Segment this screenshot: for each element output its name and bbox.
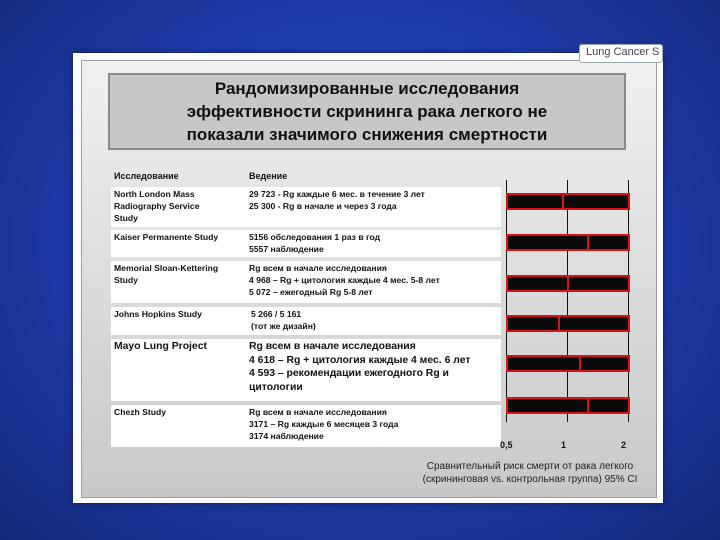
study-intro-line: 4 968 – Rg + цитология каждые 4 мес. 5-8 лет <box>249 275 440 286</box>
ci-bar <box>506 397 630 414</box>
study-name <box>114 262 244 286</box>
study-intro-line: 5 266 / 5 161 <box>251 309 302 319</box>
column-header-intro: Ведение <box>249 171 288 181</box>
study-intro <box>249 231 501 255</box>
point-estimate <box>579 357 581 370</box>
study-intro-line: 3174 наблюдение <box>249 431 324 442</box>
reference-line <box>506 180 507 422</box>
study-intro-line: Rg всем в начале исследования <box>249 341 416 352</box>
study-name-line: Memorial Sloan-Kettering <box>114 263 219 273</box>
study-name <box>114 308 244 320</box>
study-intro-line: 4 593 – рекомендации ежегодного Rg и <box>249 368 449 380</box>
point-estimate <box>562 195 564 208</box>
study-name <box>114 406 244 418</box>
reference-line <box>628 180 629 422</box>
study-intro-line: Rg всем в начале исследования <box>249 407 387 417</box>
corner-tag: Lung Cancer S <box>579 44 663 63</box>
title-line: показали значимого снижения смертности <box>186 125 548 144</box>
study-row <box>111 187 501 227</box>
plot-caption <box>404 460 656 486</box>
axis-tick-label: 0,5 <box>500 440 513 450</box>
ci-bar <box>506 234 630 251</box>
study-intro-line: цитологии <box>249 381 303 393</box>
reference-line <box>567 180 568 422</box>
axis-tick-label: 1 <box>561 440 567 450</box>
slide-title <box>108 73 626 150</box>
study-row <box>111 307 501 335</box>
study-name <box>114 188 244 225</box>
study-intro <box>249 340 501 394</box>
study-name-line: Study <box>114 213 138 224</box>
study-name-line: Mayo Lung Project <box>114 341 207 352</box>
point-estimate <box>587 236 589 249</box>
study-intro-line: 4 618 – Rg + цитология каждые 4 мес. 6 лет <box>249 354 471 366</box>
study-intro-line: (тот же дизайн) <box>251 321 316 332</box>
study-intro-line: 5156 обследования 1 раз в год <box>249 232 381 242</box>
study-name-line: Chezh Study <box>114 407 167 417</box>
study-intro-line: 5 072 – ежегодный Rg 5-8 лет <box>249 287 373 298</box>
point-estimate <box>558 317 560 330</box>
study-intro <box>249 406 501 443</box>
title-line: Рандомизированные исследования <box>214 79 520 98</box>
column-header-study: Исследование <box>114 171 179 181</box>
study-name-line: Kaiser Permanente Study <box>114 232 219 242</box>
caption-line: Сравнительный риск смерти от рака легкого <box>426 461 634 472</box>
study-name-line: Johns Hopkins Study <box>114 309 202 319</box>
study-intro-line: 5557 наблюдение <box>249 244 324 255</box>
study-intro-line: 25 300 - Rg в начале и через 3 года <box>249 201 397 212</box>
study-intro <box>249 262 501 299</box>
study-name-line: North London Mass <box>114 189 195 199</box>
study-intro-line: 3171 – Rg каждые 6 месяцев 3 года <box>249 419 399 430</box>
study-row <box>111 339 501 401</box>
ci-bar <box>506 193 630 210</box>
study-name <box>114 340 244 354</box>
point-estimate <box>567 277 569 290</box>
ci-bar <box>506 355 630 372</box>
caption-line: (скрининговая vs. контрольная группа) 95% CI <box>422 474 638 485</box>
study-row <box>111 405 501 447</box>
axis-tick-label: 2 <box>621 440 627 450</box>
study-name-line: Radiography Service <box>114 201 200 212</box>
study-name <box>114 231 244 243</box>
study-intro <box>251 308 503 332</box>
study-row <box>111 261 501 303</box>
point-estimate <box>587 399 589 412</box>
study-name-line: Study <box>114 275 138 286</box>
study-intro-line: 29 723 - Rg каждые 6 мес. в течение 3 лет <box>249 189 425 199</box>
ci-bar <box>506 275 630 292</box>
ci-bar <box>506 315 630 332</box>
study-row <box>111 230 501 257</box>
study-intro-line: Rg всем в начале исследования <box>249 263 387 273</box>
study-intro <box>249 188 501 212</box>
title-line: эффективности скрининга рака легкого не <box>186 102 548 121</box>
